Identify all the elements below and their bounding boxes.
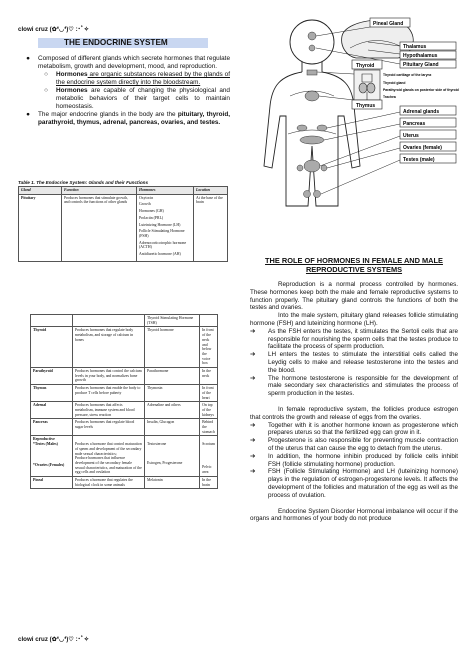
arrow-icon: ➔ <box>250 452 256 460</box>
hormones-cell: Insulin, Glucagon <box>145 419 200 436</box>
testes-label: *Testes (Males) <box>33 442 58 447</box>
intro-bullets <box>18 55 230 127</box>
hormone-item: Hormones (GH) <box>139 209 164 214</box>
hormones-cell: Thymosin <box>145 385 200 402</box>
major-glands-list: pituitary, thyroid, parathyroid, thymus, adrenal, pancreas, ovaries, and testes. <box>38 111 231 126</box>
major-glands-lead: The major endocrine glands in the body are the <box>38 111 178 118</box>
point-text: FSH (Follicle Stimulating Hormone) and LH (luteinizing hormone) plays in the regulation of estrogen-progesterone levels. It affects the development of the follicles and maturation of the egg as well as the process of ovulation. <box>268 468 458 499</box>
gland-cell: Adrenal <box>31 402 73 419</box>
table-header-row <box>19 187 228 195</box>
label-pancreas: Pancreas <box>403 121 426 127</box>
ovaries-location: Pelvic area <box>202 464 212 474</box>
sub-bullet-hormones-1 <box>36 71 230 87</box>
ovary-right-shape <box>321 165 327 171</box>
ovary-left-shape <box>297 165 303 171</box>
point-text: Together with it is another hormone known as progesterone which prepares uterus so that the fertilized egg can grow in it. <box>268 421 458 437</box>
testis-left-shape <box>304 191 311 198</box>
arrow-icon: ➔ <box>250 421 256 429</box>
adrenal-left-shape <box>297 125 307 131</box>
table-row <box>31 402 218 419</box>
label-thalamus: Thalamus <box>403 44 427 50</box>
location-cell: In front of the neck and below the voice box <box>200 327 218 368</box>
sub-bullet-hormones-2 <box>36 87 230 111</box>
table-row <box>19 194 228 261</box>
ovaries-hormone: Estrogen, Progesterone <box>147 460 183 465</box>
arrow-icon: ➔ <box>250 437 256 445</box>
footer-tag: clowi cruz (✿❛◡❛)♡ :･ﾟ✧ <box>18 636 90 643</box>
location-cell: In front of the heart <box>200 385 218 402</box>
table-row <box>31 477 218 489</box>
testes-location: Scrotum <box>202 442 215 447</box>
arrow-icon: ➔ <box>250 327 256 335</box>
paragraph-disorder: Endocrine System Disorder Hormonal imbalance will occur if the organs and hormones of your body do not produce <box>250 507 458 523</box>
point-text: LH enters the testes to stimulate the interstitial cells called the Leydig cells to make and release testosterone into the testes and the blood. <box>268 351 458 374</box>
label-thyroid-cartilage: Thyroid cartilage of the larynx <box>383 73 432 77</box>
gland-cell: Thyroid <box>31 327 73 368</box>
hormone-item: Growth <box>139 202 151 207</box>
arrow-icon: ➔ <box>250 374 256 382</box>
male-point-lh <box>250 351 458 374</box>
label-hypothalamus: Hypothalamus <box>403 53 438 59</box>
gland-cell: Parathyroid <box>31 368 73 385</box>
testes-function: Produces a hormone that control maturation of sperm and development of the secondary male sexual characteristics; <box>74 442 142 456</box>
pineal-shape <box>308 32 316 40</box>
point-text: Progesterone is also responsible for preventing muscle contraction of the uterus that can cause the egg to detach from the uterus. <box>268 437 458 452</box>
table-caption: Table 1. The Endocrine System: Glands and their Functions <box>18 180 149 185</box>
hormone-item: Adrenocorticotrophic hormone (ACTH) <box>139 240 187 250</box>
hormones-capability: are capable of changing the physiological and metabolic behaviors of their target cells to maintain homeostasis. <box>56 87 230 110</box>
female-point-fsh-lh <box>250 468 458 499</box>
label-adrenal-glands: Adrenal glands <box>403 109 440 115</box>
hormones-cell: Melatonin <box>145 477 200 489</box>
hormone-item: Follicle Stimulating Hormone (FSH) <box>139 229 185 238</box>
circle-bullet-icon: ○ <box>44 87 48 94</box>
function-cell: Produces hormones that regulate body metabolism, and storage of calcium in bones <box>72 327 144 368</box>
endocrine-table-part1 <box>18 186 228 262</box>
bullet-major-glands <box>18 111 230 127</box>
role-of-hormones-body <box>250 281 458 523</box>
label-testes: Testes (male) <box>403 157 435 163</box>
label-pituitary-gland: Pituitary Gland <box>403 62 439 68</box>
hormones-definition: are organic substances released by the glands of the endocrine system directly into the bloodstream. <box>56 71 230 86</box>
hormone-item: Luteinizing Hormone (LH) <box>139 222 181 227</box>
location-cell: In the neck <box>200 368 218 385</box>
bullet-icon: ● <box>26 55 30 62</box>
female-point-inhibin <box>250 453 458 469</box>
pituitary-shape <box>309 45 315 51</box>
table-row <box>31 368 218 385</box>
male-point-fsh <box>250 328 458 351</box>
point-text: As the FSH enters the testes, it stimulates the Sertoli cells that are responsible for nourishing the sperm cells that the testes produce to facilitate the process of sperm production. <box>268 327 458 351</box>
label-pineal-gland: Pineal Gland <box>373 21 404 27</box>
circle-bullet-icon: ○ <box>44 71 48 78</box>
uterus-shape <box>304 160 320 172</box>
hormones-cell <box>145 436 200 477</box>
gland-cell: Pancreas <box>31 419 73 436</box>
function-cell: Produces a hormone that regulates the biological clock in some animals <box>72 477 144 489</box>
label-ovaries: Ovaries (female) <box>403 145 442 151</box>
function-cell: Produces hormones that enable the body to produce T cells before puberty <box>72 385 144 402</box>
function-cell <box>72 436 144 477</box>
point-text: The hormone testosterone is responsible for the development of male secondary sex characteristics and stimulates the process of sperm production in the testes. <box>268 374 458 398</box>
female-point-contraction <box>250 437 458 453</box>
adrenal-right-shape <box>317 125 327 131</box>
gland-cell: Pituitary <box>19 194 62 261</box>
arrow-icon: ➔ <box>250 351 256 359</box>
bullet-icon: ● <box>26 111 30 118</box>
hormones-term: Hormones <box>56 87 88 94</box>
hormones-cell: Parathormone <box>145 368 200 385</box>
hormones-term: Hormones <box>56 71 88 78</box>
male-point-testosterone <box>250 375 458 398</box>
col-header-hormones: Hormones <box>137 187 194 195</box>
page-title: THE ENDOCRINE SYSTEM <box>64 38 168 47</box>
function-cell: Produces hormones that stimulate growth, and controls the functions of other glands <box>62 194 137 261</box>
label-thyroid: Thyroid <box>356 63 375 69</box>
ovaries-function: Produce hormones that influence development of the secondary female sexual characteristics, and maturation of the egg cells and ovulation <box>74 456 142 475</box>
hormones-cell: Thyroid Stimulating Hormone (TSH) <box>145 315 200 327</box>
label-uterus: Uterus <box>403 133 419 139</box>
label-trachea: Trachea <box>383 95 396 99</box>
endocrine-diagram <box>250 16 460 226</box>
point-text: In addition, the hormone inhibin produced by follicle cells inhibit FSH (follicle stimulating hormone) production. <box>268 452 458 468</box>
hormones-cell <box>137 194 194 261</box>
thymus-shape <box>305 91 319 101</box>
location-cell: At the base of the brain <box>194 194 228 261</box>
endocrine-table-part2 <box>30 314 218 489</box>
ovaries-label: *Ovaries (Females) <box>33 462 65 467</box>
table-row <box>31 385 218 402</box>
location-cell: Behind the stomach <box>200 419 218 436</box>
function-cell: Produces hormones that regulate blood sugar levels <box>72 419 144 436</box>
hormone-item: Prolactin (PRL) <box>139 215 164 220</box>
organ-shapes <box>297 32 327 198</box>
table-row <box>31 419 218 436</box>
pancreas-shape <box>300 136 324 144</box>
paragraph-reproduction: Reproduction is a normal process controlled by hormones. These hormones keep both the male and female reproductive systems to function properly. The pituitary gland controls the functions of both the testes and ovaries. <box>250 281 458 312</box>
location-cell <box>200 436 218 477</box>
gland-cell <box>31 436 73 477</box>
header-tag: clowi cruz (✿❛◡❛)♡ :･ﾟ✧ <box>18 26 90 33</box>
paragraph-female-system: In female reproductive system, the follicles produce estrogen that controls the growth and release of eggs from the ovaries. <box>250 405 458 421</box>
section-title-role-of-hormones: THE ROLE OF HORMONES IN FEMALE AND MALE REPRODUCTIVE SYSTEMS <box>265 256 443 274</box>
reproductive-label: Reproductive <box>33 437 55 442</box>
gland-cell: Thymus <box>31 385 73 402</box>
hormones-cell: Adrenaline and others <box>145 402 200 419</box>
col-header-location: Location <box>194 187 228 195</box>
location-cell: In the brain <box>200 477 218 489</box>
testes-hormone: Testosterone <box>147 442 167 447</box>
function-cell: Produces hormones that affects metabolism, immune system and blood pressure, stress reaction <box>72 402 144 419</box>
gland-cell: Pineal <box>31 477 73 489</box>
bullet-text: Composed of different glands which secrete hormones that regulate metabolism, growth and development, mood, and reproduction. <box>38 55 230 70</box>
female-point-progesterone <box>250 422 458 438</box>
hormone-item: Oxytocin <box>139 195 154 200</box>
hormones-cell: Thyroid hormone <box>145 327 200 368</box>
label-thyroid-gland: Thyroid gland <box>383 81 406 85</box>
function-cell: Produces hormones that control the calcium levels in your body, and normalizes bone growth <box>72 368 144 385</box>
table-row <box>31 315 218 327</box>
col-header-function: Function <box>62 187 137 195</box>
arrow-icon: ➔ <box>250 468 256 476</box>
paragraph-male-system: Into the male system, pituitary gland releases follicle stimulating hormone (FSH) and luteinizing hormone (LH). <box>250 312 458 327</box>
table-row <box>31 327 218 368</box>
thyroid-inset <box>354 70 380 100</box>
label-thymus: Thymus <box>356 103 376 109</box>
hormone-item: Antidiuretic hormone (AH) <box>139 252 181 257</box>
testis-right-shape <box>314 191 321 198</box>
bullet-composed <box>18 55 230 71</box>
label-parathyroid: Parathyroid glands on posterior side of thyroid <box>383 88 459 92</box>
table-row <box>31 436 218 477</box>
thyroid-shape <box>307 70 317 75</box>
col-header-gland: Gland <box>19 187 62 195</box>
location-cell: On top of the kidneys <box>200 402 218 419</box>
